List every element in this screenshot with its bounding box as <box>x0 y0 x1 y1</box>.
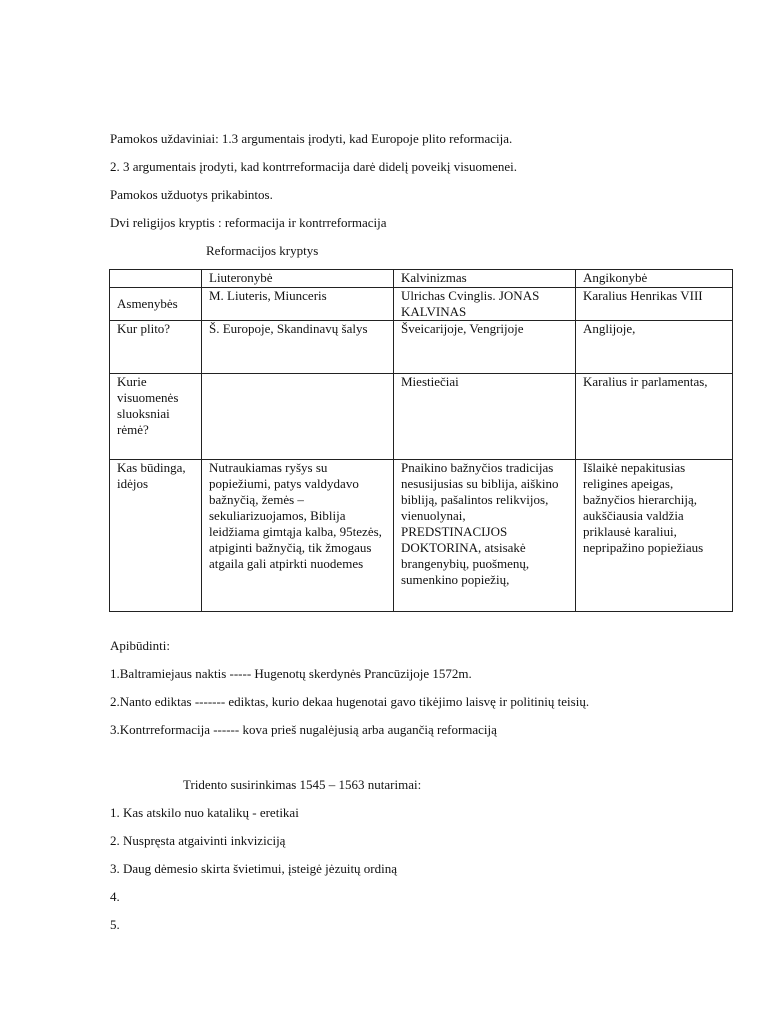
table-cell: Išlaikė nepakitusias religines apeigas, bažnyčios hierarchiją, aukščiausia valdžia priklausė karaliui, nepripažino popiežiaus <box>576 460 733 612</box>
apibudinti-item: 1.Baltramiejaus naktis ----- Hugenotų skerdynės Prancūzijoje 1572m. <box>110 666 472 681</box>
intro-line-3: Pamokos užduotys prikabintos. <box>110 187 273 202</box>
trident-item: 4. <box>110 889 120 904</box>
row-label: Kurie visuomenės sluoksniai rėmė? <box>110 374 202 460</box>
table-header-cell: Liuteronybė <box>202 270 394 288</box>
table-cell <box>202 374 394 460</box>
table-row <box>110 288 733 321</box>
reformation-table <box>109 269 733 612</box>
table-cell: Šveicarijoje, Vengrijoje <box>394 321 576 374</box>
table-cell: Karalius Henrikas VIII <box>576 288 733 321</box>
trident-item: 2. Nuspręsta atgaivinti inkviziciją <box>110 833 286 848</box>
table-title: Reformacijos kryptys <box>206 243 319 258</box>
intro-line-2: 2. 3 argumentais įrodyti, kad kontrreformacija darė didelį poveikį visuomenei. <box>110 159 517 174</box>
trident-item: 5. <box>110 917 120 932</box>
row-label: Kur plito? <box>110 321 202 374</box>
table-cell: Anglijoje, <box>576 321 733 374</box>
intro-line-1: Pamokos uždaviniai: 1.3 argumentais įrodyti, kad Europoje plito reformacija. <box>110 131 513 146</box>
apibudinti-item: 2.Nanto ediktas ------- ediktas, kurio dekaa hugenotai gavo tikėjimo laisvę ir politinių teisių. <box>110 694 590 709</box>
table-cell: Miestiečiai <box>394 374 576 460</box>
table-cell: Š. Europoje, Skandinavų šalys <box>202 321 394 374</box>
table-row <box>110 460 733 612</box>
trident-title: Tridento susirinkimas 1545 – 1563 nutarimai: <box>183 777 422 792</box>
row-label: Kas būdinga, idėjos <box>110 460 202 612</box>
trident-item: 3. Daug dėmesio skirta švietimui, įsteigė jėzuitų ordiną <box>110 861 398 876</box>
table-header-cell <box>110 270 202 288</box>
table-header-cell: Angikonybė <box>576 270 733 288</box>
table-cell: Nutraukiamas ryšys su popiežiumi, patys valdydavo bažnyčią, žemės – sekuliarizuojamos, Biblija leidžiama gimtąja kalba, 95tezės, atpiginti bažnyčią, tik žmogaus atgaila gali atpirkti nuodemes <box>202 460 394 612</box>
table-cell: M. Liuteris, Miunceris <box>202 288 394 321</box>
trident-item: 1. Kas atskilo nuo katalikų - eretikai <box>110 805 299 820</box>
apibudinti-title: Apibūdinti: <box>110 638 170 653</box>
apibudinti-item: 3.Kontrreformacija ------ kova prieš nugalėjusią arba augančią reformaciją <box>110 722 497 737</box>
table-row <box>110 374 733 460</box>
row-label: Asmenybės <box>110 288 202 321</box>
table-row <box>110 321 733 374</box>
table-cell: Ulrichas Cvinglis. JONAS KALVINAS <box>394 288 576 321</box>
intro-line-4: Dvi religijos kryptis : reformacija ir kontrreformacija <box>110 215 387 230</box>
table-cell: Karalius ir parlamentas, <box>576 374 733 460</box>
table-header-row <box>110 270 733 288</box>
table-header-cell: Kalvinizmas <box>394 270 576 288</box>
table-cell: Pnaikino bažnyčios tradicijas nesusijusias su biblija, aiškino bibliją, pašalintos relikvijos, vienuolynai, PREDSTINACIJOS DOKTORINA, atsisakė brangenybių, puošmenų, sumenkino popiežių, <box>394 460 576 612</box>
